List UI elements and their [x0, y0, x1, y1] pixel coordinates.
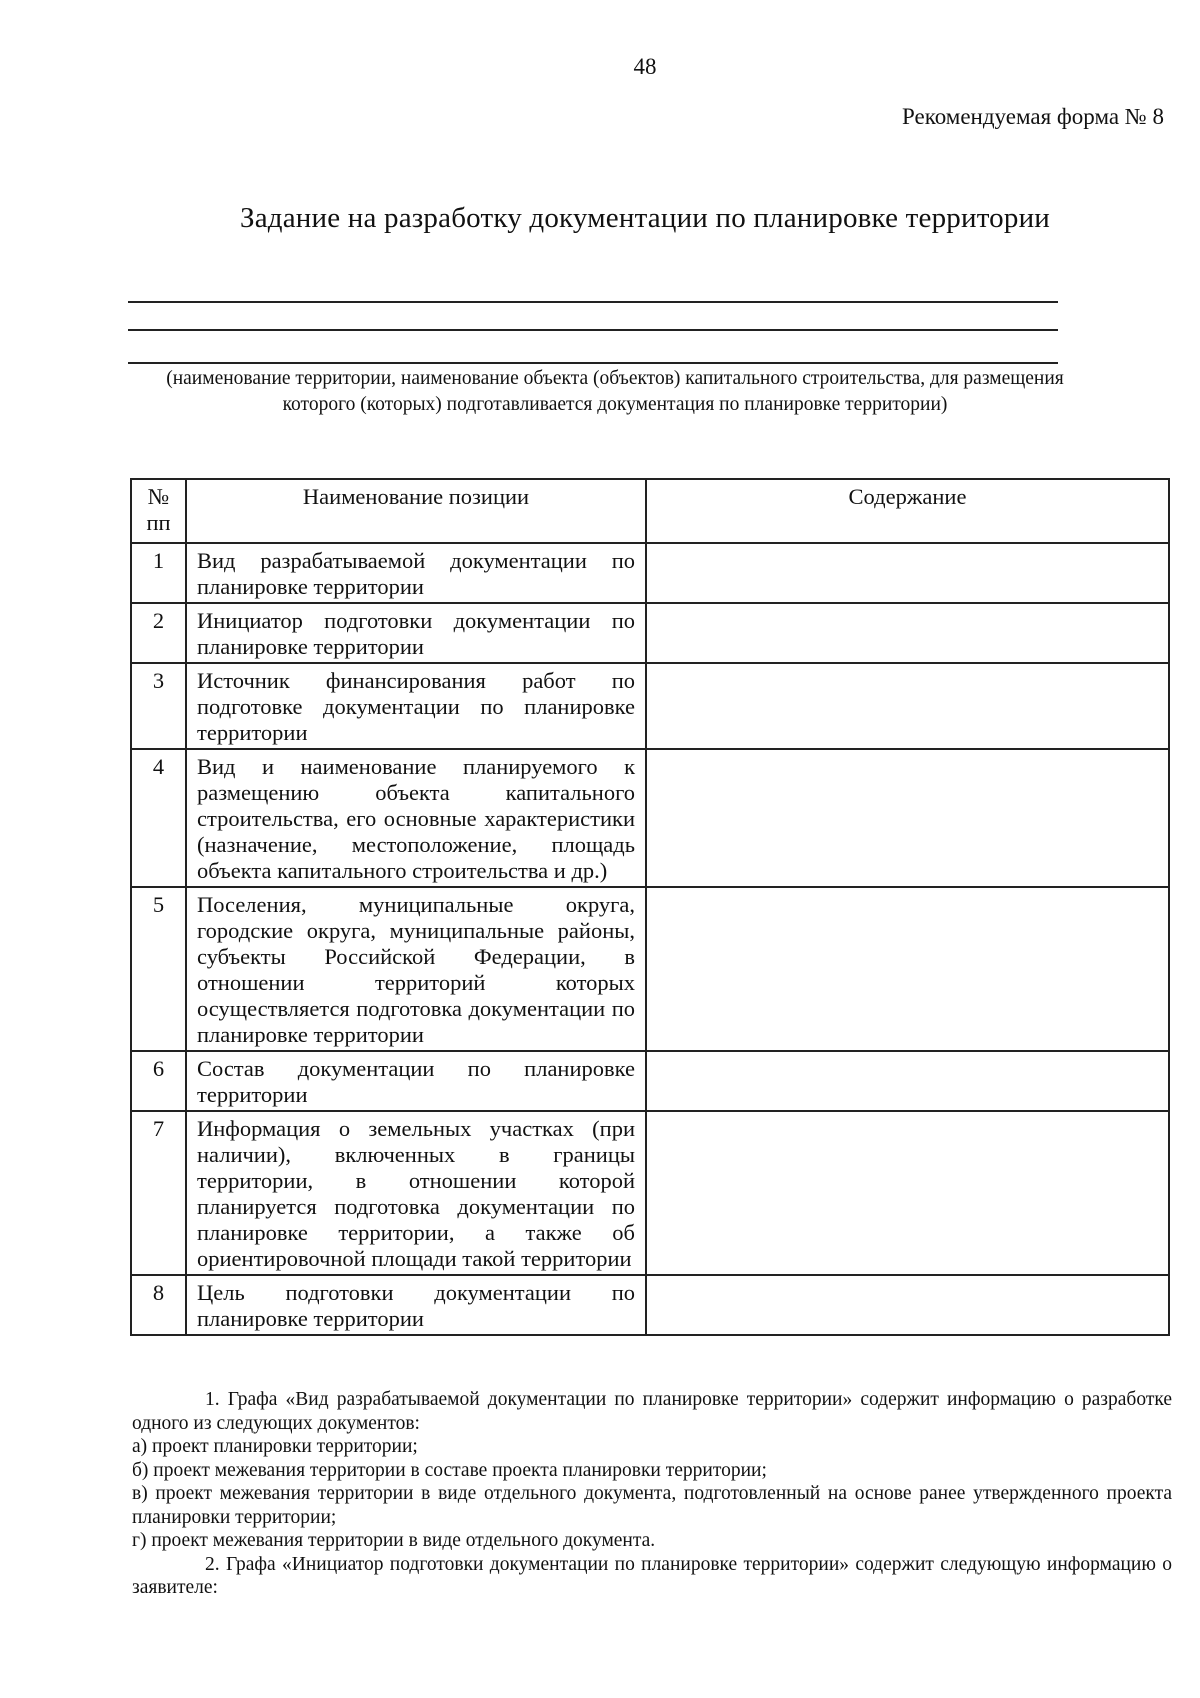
table-row — [131, 543, 1169, 603]
row-content-cell — [646, 1111, 1169, 1275]
page-number: 48 — [633, 54, 657, 79]
row-position-name: Инициатор подготовки документации по планировке территории — [186, 603, 646, 663]
row-position-name: Источник финансирования работ по подготовке документации по планировке территории — [186, 663, 646, 749]
row-content-cell — [646, 1275, 1169, 1335]
note-paragraph: а) проект планировки территории; — [132, 1436, 418, 1457]
note-paragraph: 2. Графа «Инициатор подготовки документации по планировке территории» содержит следующую информацию о заявителе: — [132, 1553, 1172, 1598]
fill-in-line-1 — [128, 301, 1058, 303]
row-number: 6 — [131, 1051, 186, 1111]
row-content-cell — [646, 603, 1169, 663]
table-row — [131, 1275, 1169, 1335]
note-paragraph: в) проект межевания территории в виде отдельного документа, подготовленный на основе ранее утвержденного проекта планировки территории; — [132, 1483, 1172, 1528]
row-number: 4 — [131, 749, 186, 887]
table-header-row — [131, 479, 1169, 543]
table-row — [131, 749, 1169, 887]
row-content-cell — [646, 1051, 1169, 1111]
form-label: Рекомендуемая форма № 8 — [902, 104, 1164, 129]
fill-in-line-2 — [128, 329, 1058, 331]
row-position-name: Информация о земельных участках (при наличии), включенных в границы территории, в отношении которой планируется подготовка документации по планировке территории, а также об ориентировочной площади такой территории — [186, 1111, 646, 1275]
table-row — [131, 603, 1169, 663]
table-row — [131, 663, 1169, 749]
header-position-name: Наименование позиции — [186, 479, 646, 543]
row-number: 5 — [131, 887, 186, 1051]
positions-table — [130, 478, 1170, 1336]
note-paragraph: 1. Графа «Вид разрабатываемой документации по планировке территории» содержит информацию о разработке одного из следующих документов: — [132, 1389, 1172, 1434]
row-position-name: Цель подготовки документации по планировке территории — [186, 1275, 646, 1335]
row-number: 8 — [131, 1275, 186, 1335]
fill-in-line-3 — [128, 362, 1058, 364]
table-row — [131, 1051, 1169, 1111]
row-content-cell — [646, 543, 1169, 603]
note-paragraph: г) проект межевания территории в виде отдельного документа. — [132, 1530, 656, 1551]
row-number: 3 — [131, 663, 186, 749]
header-number: № пп — [131, 479, 186, 543]
row-number: 1 — [131, 543, 186, 603]
note-paragraph: б) проект межевания территории в составе проекта планировки территории; — [132, 1459, 767, 1481]
row-position-name: Поселения, муниципальные округа, городские округа, муниципальные районы, субъекты Российской Федерации, в отношении территорий которых осуществляется подготовка документации по планировке территории — [186, 887, 646, 1051]
row-position-name: Состав документации по планировке территории — [186, 1051, 646, 1111]
row-number: 2 — [131, 603, 186, 663]
document-title: Задание на разработку документации по планировке территории — [239, 202, 1051, 234]
row-position-name: Вид разрабатываемой документации по планировке территории — [186, 543, 646, 603]
footnotes — [132, 1388, 1172, 1600]
header-content: Содержание — [646, 479, 1169, 543]
row-content-cell — [646, 887, 1169, 1051]
row-content-cell — [646, 663, 1169, 749]
row-content-cell — [646, 749, 1169, 887]
table-row — [131, 887, 1169, 1051]
fill-in-caption: (наименование территории, наименование объекта (объектов) капитального строительства, для размещения которого (которых) подготавливается документация по планировке территории) — [166, 368, 1064, 415]
table-row — [131, 1111, 1169, 1275]
row-position-name: Вид и наименование планируемого к размещению объекта капитального строительства, его основные характеристики (назначение, местоположение, площадь объекта капитального строительства и др.) — [186, 749, 646, 887]
row-number: 7 — [131, 1111, 186, 1275]
